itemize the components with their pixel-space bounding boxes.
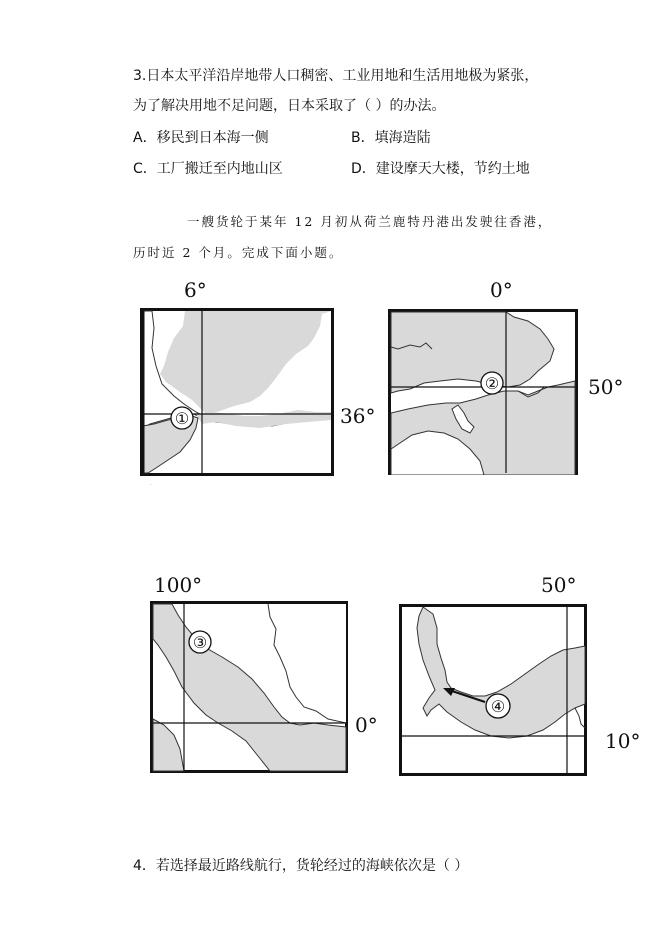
q3-option-a: A．移民到日本海一侧 — [133, 130, 269, 146]
speck-mark: · — [150, 482, 152, 488]
map4-longitude-label: 50° — [541, 573, 577, 597]
map1-marker: ① — [174, 409, 190, 428]
map-dover — [388, 309, 578, 475]
map3-marker: ③ — [192, 633, 208, 652]
map1-latitude-label: 36° — [340, 404, 376, 428]
map-bab-el-mandeb — [399, 604, 587, 776]
map-malacca — [150, 601, 348, 773]
map2-marker: ② — [484, 374, 500, 393]
map4-latitude-label: 10° — [605, 729, 641, 753]
map3-longitude-label: 100° — [154, 573, 203, 597]
map4-marker: ④ — [490, 697, 506, 716]
map3-latitude-label: 0° — [355, 713, 378, 737]
passage-line1: 一艘货轮于某年 12 月初从荷兰鹿特丹港出发驶往香港， — [187, 214, 553, 229]
map2-longitude-label: 0° — [490, 278, 513, 302]
q4-stem: 4．若选择最近路线航行，货轮经过的海峡依次是（ ） — [133, 858, 469, 874]
map1-longitude-label: 6° — [184, 278, 207, 302]
q3-stem-line2: 为了解决用地不足问题，日本采取了（ ）的办法。 — [133, 98, 446, 114]
q3-option-d: D．建设摩天大楼，节约土地 — [351, 161, 530, 177]
passage-line2: 历时近 2 个月。完成下面小题。 — [133, 245, 344, 260]
map-gibraltar — [140, 308, 334, 476]
map2-latitude-label: 50° — [588, 375, 624, 399]
q3-option-b: B．填海造陆 — [351, 130, 431, 146]
q3-stem-line1: 3.日本太平洋沿岸地带人口稠密、工业用地和生活用地极为紧张， — [133, 68, 539, 84]
q3-option-c: C．工厂搬迁至内地山区 — [133, 161, 283, 177]
